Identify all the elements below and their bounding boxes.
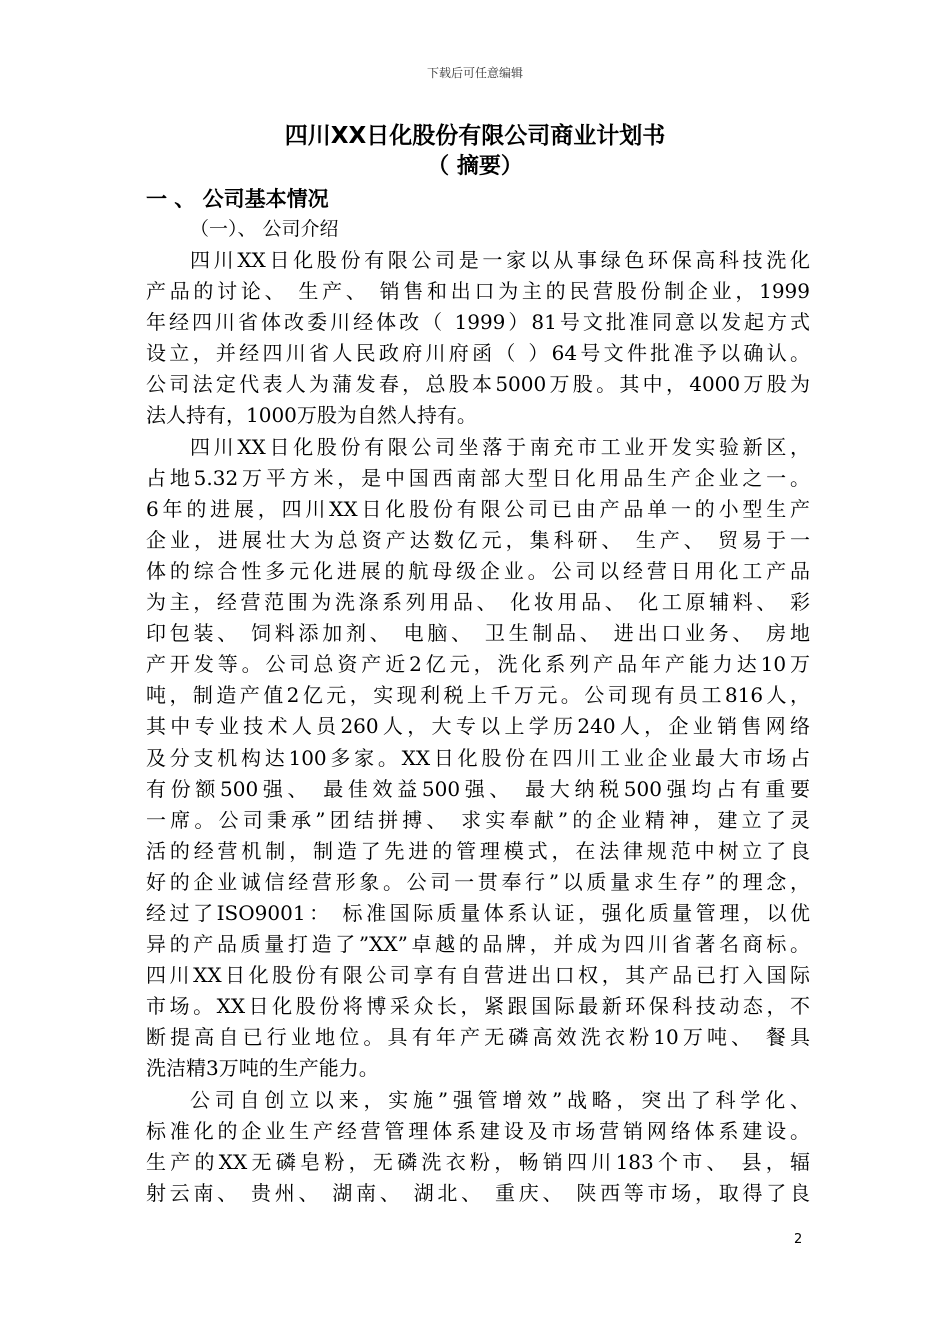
text-line: 异的产品质量打造了”XX”卓越的品牌，并成为四川省著名商标。: [146, 932, 810, 957]
text-line: 射云南、 贵州、 湖南、 湖北、 重庆、 陕西等市场，取得了良: [146, 1180, 810, 1205]
text-line: 活的经营机制，制造了先进的管理模式，在法律规范中树立了良: [146, 838, 810, 863]
text-line: 四川XX日化股份有限公司享有自营进出口权，其产品已打入国际: [146, 963, 810, 988]
text-line: 公司法定代表人为蒲发春，总股本5000万股。其中，4000万股为: [146, 372, 810, 397]
document-subtitle: （ 摘要）: [427, 154, 523, 179]
section-heading: 一 、 公司基本情况: [146, 187, 329, 211]
text-line: 好的企业诚信经营形象。公司一贯奉行”以质量求生存”的理念，: [146, 869, 810, 894]
text-line: 年经四川省体改委川经体改（ 1999）81号文批准同意以发起方式: [146, 310, 810, 335]
text-line: 6年的进展，四川XX日化股份有限公司已由产品单一的小型生产: [146, 496, 810, 521]
text-line: 标准化的企业生产经营管理体系建设及市场营销网络体系建设。: [146, 1118, 810, 1143]
text-line: 为主，经营范围为洗涤系列用品、 化妆用品、 化工原辅料、 彩: [146, 590, 810, 615]
document-title: 四川XX日化股份有限公司商业计划书: [284, 123, 666, 149]
text-line: 公司自创立以来，实施”强管增效”战略，突出了科学化、: [190, 1087, 810, 1112]
text-line: 吨，制造产值2亿元，实现利税上千万元。公司现有员工816人，: [146, 683, 810, 708]
text-line: 市场。XX日化股份将博采众长，紧跟国际最新环保科技动态，不: [146, 994, 810, 1019]
text-line: 体的综合性多元化进展的航母级企业。公司以经营日用化工产品: [146, 558, 810, 583]
sub-heading: （一）、 公司介绍: [190, 218, 339, 240]
text-line: 洗洁精3万吨的生产能力。: [146, 1056, 379, 1081]
text-line: 产开发等。公司总资产近2亿元，洗化系列产品年产能力达10万: [146, 652, 810, 677]
text-line: 产品的讨论、 生产、 销售和出口为主的民营股份制企业，1999: [146, 279, 810, 304]
text-line: 法人持有，1000万股为自然人持有。: [146, 403, 477, 428]
text-line: 断提高自已行业地位。具有年产无磷高效洗衣粉10万吨、 餐具: [146, 1025, 810, 1050]
text-line: 四川XX日化股份有限公司坐落于南充市工业开发实验新区，: [190, 434, 810, 459]
text-line: 经过了ISO9001： 标准国际质量体系认证，强化质量管理，以优: [146, 900, 810, 925]
text-line: 占地5.32万平方米，是中国西南部大型日化用品生产企业之一。: [146, 465, 810, 490]
text-line: 印包装、 饲料添加剂、 电脑、 卫生制品、 进出口业务、 房地: [146, 621, 810, 646]
text-line: 一席。公司秉承”团结拼搏、 求实奉献”的企业精神，建立了灵: [146, 807, 810, 832]
text-line: 企业，进展壮大为总资产达数亿元，集科研、 生产、 贸易于一: [146, 527, 810, 552]
text-line: 设立，并经四川省人民政府川府函（ ）64号文件批准予以确认。: [146, 341, 810, 366]
text-line: 生产的XX无磷皂粉，无磷洗衣粉，畅销四川183个市、 县，辐: [146, 1149, 810, 1174]
page-number: 2: [794, 1232, 803, 1247]
text-line: 四川XX日化股份有限公司是一家以从事绿色环保高科技洗化: [190, 248, 810, 272]
body-text: [146, 245, 810, 1209]
text-line: 其中专业技术人员260人，大专以上学历240人，企业销售网络: [146, 714, 810, 739]
text-line: 有份额500强、 最佳效益500强、 最大纳税500强均占有重要: [146, 776, 810, 801]
text-line: 及分支机构达100多家。XX日化股份在四川工业企业最大市场占: [146, 745, 810, 770]
header-note: 下载后可任意编辑: [426, 66, 523, 80]
